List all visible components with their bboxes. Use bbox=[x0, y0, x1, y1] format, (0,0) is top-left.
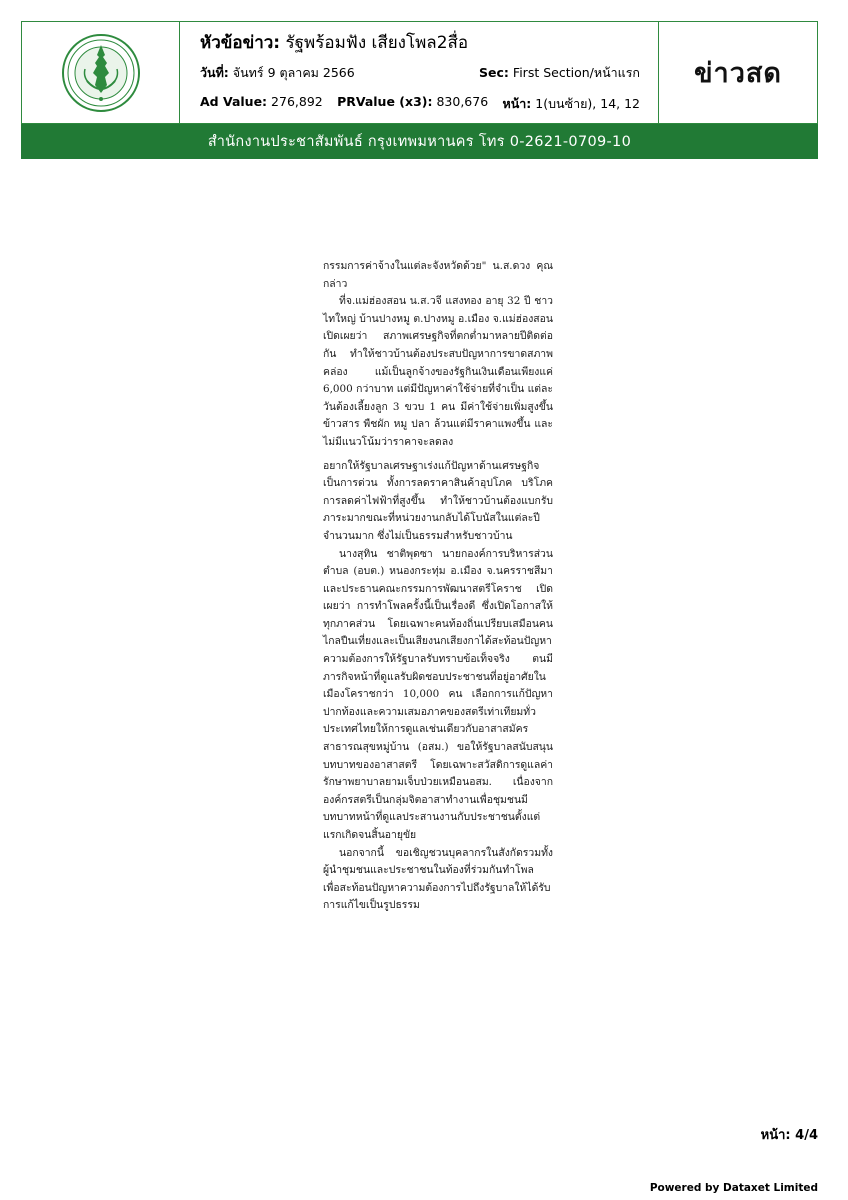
date-value: จันทร์ 9 ตุลาคม 2566 bbox=[232, 65, 355, 80]
page-label: หน้า: bbox=[502, 96, 532, 111]
date-sec-row bbox=[200, 63, 640, 83]
page-number: หน้า: 4/4 bbox=[760, 1128, 818, 1143]
ad-value: 276,892 bbox=[271, 94, 323, 109]
section-label: Sec: bbox=[479, 65, 509, 80]
logo-cell bbox=[22, 22, 180, 123]
pr-value: 830,676 bbox=[436, 94, 489, 109]
ad-value-label: Ad Value: bbox=[200, 94, 268, 109]
powered-by: Powered by Dataxet Limited bbox=[649, 1182, 818, 1194]
pr-value-field bbox=[337, 94, 488, 114]
article-clipping bbox=[323, 258, 553, 915]
agency-bar bbox=[21, 124, 818, 159]
section-field bbox=[479, 63, 640, 83]
article-paragraph: ที่จ.แม่ฮ่องสอน น.ส.วจี แสงทอง อายุ 32 ปี ชาวไทใหญ่ บ้านปางหมู ต.ปางหมู อ.เมือง จ.แม่ฮ่องสอน เปิดเผยว่า สภาพเศรษฐกิจที่ตกต่ำมาหลายปีติดต่อกัน ทำให้ชาวบ้านต้องประสบปัญหาการขาดสภาพคล่อง แม้เป็นลูกจ้างของรัฐกินเงินเดือนเพียงแค่ 6,000 กว่าบาท แต่มีปัญหาค่าใช้จ่ายที่จำเป็น แต่ละวันต้องเลี้ยงลูก 3 ขวบ 1 คน มีค่าใช้จ่ายเพิ่มสูงขึ้น ข้าวสาร พืชผัก หมู ปลา ล้วนแต่มีราคาแพงขึ้น และไม่มีแนวโน้มว่าราคาจะลดลง bbox=[323, 295, 553, 448]
headline: รัฐพร้อมฟัง เสียงโพล2สื่อ bbox=[285, 33, 469, 53]
article-paragraph: กรรมการค่าจ้างในแต่ละจังหวัดด้วย" น.ส.ดวง คุณกล่าว bbox=[323, 260, 553, 290]
agency-text: สำนักงานประชาสัมพันธ์ กรุงเทพมหานคร โทร 0-2621-0709-10 bbox=[207, 134, 632, 150]
value-row bbox=[200, 94, 640, 114]
ad-value-field bbox=[200, 94, 323, 114]
clipping-info bbox=[180, 22, 659, 123]
clipping-header bbox=[21, 21, 818, 124]
page-value: 1(บนซ้าย), 14, 12 bbox=[535, 96, 640, 111]
article-paragraph: นางสุทิน ชาติพุดซา นายกองค์การบริหารส่วนตำบล (อบต.) หนองกระทุ่ม อ.เมือง จ.นครราชสีมา และประธานคณะกรรมการพัฒนาสตรีโคราช เปิดเผยว่า การทำโพลครั้งนี้เป็นเรื่องดี ซึ่งเปิดโอกาสให้ทุกภาคส่วน โดยเฉพาะคนท้องถิ่นเปรียบเสมือนคนไกลปืนเที่ยงและเป็นเสียงนกเสียงกาได้สะท้อนปัญหาความต้องการให้รัฐบาลรับทราบข้อเท็จจริง ตนมีภารกิจหน้าที่ดูแลรับผิดชอบประชาชนที่อยู่อาศัยในเมืองโคราชกว่า 10,000 คน เลือกการแก้ปัญหาปากท้องและความเสมอภาคของสตรีเท่าเทียมทั่วประเทศไทยให้การดูแลเช่นเดียวกับอาสาสมัครสาธารณสุขหมู่บ้าน (อสม.) ขอให้รัฐบาลสนับสนุนบทบาทของอาสาสตรี โดยเฉพาะสวัสดิการดูแลค่ารักษาพยาบาลยามเจ็บป่วยเหมือนอสม. เนื่องจากองค์กรสตรีเป็นกลุ่มจิตอาสาทำงานเพื่อชุมชนมีบทบาทหน้าที่ดูแลประสานงานกับประชาชนตั้งแต่แรกเกิดจนสิ้นอายุขัย bbox=[323, 547, 553, 841]
section-value: First Section/หน้าแรก bbox=[512, 65, 640, 80]
article-paragraph: อยากให้รัฐบาลเศรษฐาเร่งแก้ปัญหาด้านเศรษฐกิจเป็นการด่วน ทั้งการลดราคาสินค้าอุปโภค บริโภค การลดค่าไฟฟ้าที่สูงขึ้น ทำให้ชาวบ้านต้องแบกรับภาระมากขณะที่หน่วยงานกลับได้โบนัสในแต่ละปีจำนวนมาก ซึ่งไม่เป็นธรรมสำหรับชาวบ้าน bbox=[323, 459, 553, 542]
publication-cell bbox=[659, 22, 817, 123]
page-field bbox=[502, 94, 640, 114]
bangkok-seal-logo bbox=[61, 33, 141, 113]
date-label: วันที่: bbox=[200, 65, 229, 80]
date-field bbox=[200, 63, 355, 83]
publication-name: ข่าวสด bbox=[694, 58, 782, 89]
pr-value-label: PRValue (x3): bbox=[337, 94, 433, 109]
headline-row bbox=[200, 32, 640, 54]
headline-label: หัวข้อข่าว: bbox=[200, 33, 281, 53]
article-paragraph: นอกจากนี้ ขอเชิญชวนบุคลากรในสังกัดรวมทั้งผู้นำชุมชนและประชาชนในท้องที่ร่วมกันทำโพล เพื่อสะท้อนปัญหาความต้องการไปถึงรัฐบาลให้ได้รับการแก้ไขเป็นรูปธรรม bbox=[323, 846, 553, 912]
